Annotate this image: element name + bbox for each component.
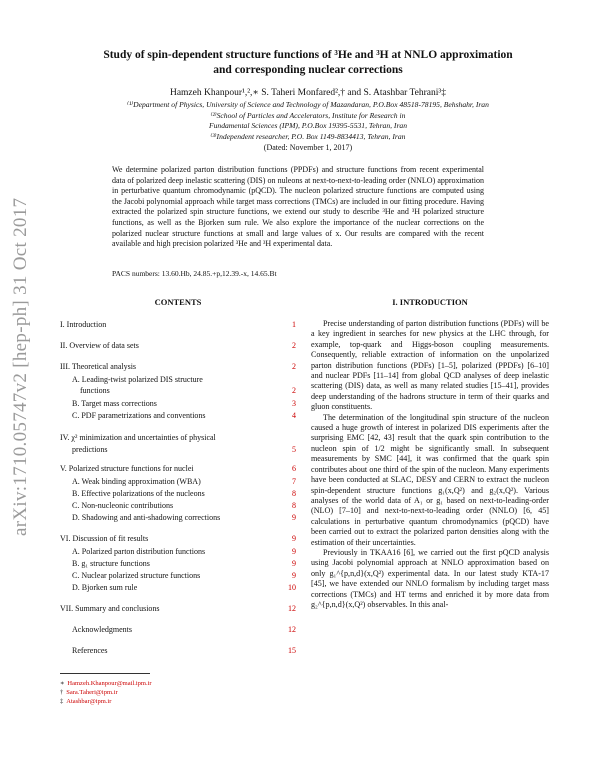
toc-entry-label: VI. Discussion of fit results [60,534,149,543]
toc-entry-page[interactable]: 4 [292,411,296,420]
footnote-1[interactable] [60,680,300,689]
footnote-email: Atashbar@ipm.ir [66,697,112,705]
toc-entry-page[interactable]: 15 [288,646,296,655]
toc-entry-label: VII. Summary and conclusions [60,604,160,613]
table-of-contents [60,297,296,655]
toc-entry-page[interactable]: 2 [292,341,296,350]
toc-entry-label: I. Introduction [60,320,107,329]
toc-entry-label: C. PDF parametrizations and conventions [72,411,206,420]
toc-entry-label: IV. χ² minimization and uncertainties of physical [60,433,216,442]
abstract: We determine polarized parton distribution functions (PPDFs) and structure functions from recent experimental data of polarized deep inelastic scattering (DIS) on nuleons at next-to-next-to-leading order (NNLO) approximation in perturbative quantum chromodynamic (pQCD). The nucleon polarized structure functions are computed using the Jacobi polynomial approach while target mass corrections (TMCs) are included in our fitting procedure. Having extracted the polarized spin structure functions, we extend our study to describe ³He and ³H polarized structure functions, as well as the Bjorken sum rule. We also explore the importance of the nuclear corrections on the polarized nuclear structure functions at small and large values of x. Our results are compared with the recent available and high precision polarized ³He and ³H experimental data. [112,165,484,249]
toc-entry-label: III. Theoretical analysis [60,362,137,371]
footnote-symbol: ∗ [60,680,65,687]
toc-entry-page[interactable]: 3 [292,399,296,408]
footnote-3[interactable] [60,698,300,707]
title-line-1: Study of spin-dependent structure functions of ³He and ³H at NNLO approximation [103,49,513,61]
toc-entry-page[interactable]: 5 [292,445,296,454]
toc-entry-label: C. Nuclear polarized structure functions [72,571,201,580]
toc-entry-label: A. Weak binding approximation (WBA) [72,477,201,486]
toc-entry-page[interactable]: 12 [288,625,296,634]
date-line: (Dated: November 1, 2017) [263,143,353,152]
author-list: Hamzeh Khanpour¹,²,∗ S. Taheri Monfared²,† and S. Atashbar Tehrani³‡ [169,88,447,98]
intro-heading: I. INTRODUCTION [392,297,468,307]
toc-entry-label: predictions [72,445,108,454]
footnote-rule [60,673,150,674]
toc-entry-page[interactable]: 2 [292,362,296,371]
toc-entry-page[interactable]: 1 [292,320,296,329]
toc-entry-page[interactable]: 9 [292,534,296,543]
footnote-2[interactable] [60,689,300,698]
arxiv-identifier: arXiv:1710.05747v2 [hep-ph] 31 Oct 2017 [10,197,31,536]
toc-entry-page[interactable]: 12 [288,604,296,613]
title-line-2: and corresponding nuclear corrections [213,64,403,76]
toc-entry-label: V. Polarized structure functions for nuclei [60,464,194,473]
toc-entry-page[interactable]: 9 [292,571,296,580]
toc-entry-label: A. Polarized parton distribution functions [72,547,206,556]
footnote-symbol: ‡ [60,697,64,705]
toc-entry-page[interactable]: 9 [292,547,296,556]
affiliation-3: ⁽³⁾Independent researcher, P.O. Box 1149-8834413, Tehran, Iran [210,132,406,141]
toc-entry-page[interactable]: 9 [292,559,296,568]
toc-entry-label: C. Non-nucleonic contributions [72,501,174,510]
toc-entry-page[interactable]: 8 [292,501,296,510]
toc-entry-label: A. Leading-twist polarized DIS structure [72,375,203,384]
toc-entry-label: Acknowledgments [72,625,132,634]
intro-paragraph-1: Precise understanding of parton distribution functions (PDFs) will be a key ingredient in searches for new physics at the LHC through, for example, top-quark and Higgs-boson coupling measurements. Consequently, reliable extraction of information on the unpolarized parton distribution functions (PDFs) [1–5], polarized (PPDFs) [6–10] and nuclear PDFs [11–14] from global QCD analyses of deep inelastic scattering (DIS) data, as well as many related studies [15–41], provides deep understanding of the hadrons structure in term of their quarks and gluon constituents. [311,319,549,412]
toc-entry-label: D. Shadowing and anti-shadowing corrections [72,513,221,522]
paper-title [58,48,558,78]
intro-paragraph-3: Previously in TKAA16 [6], we carried out the first pQCD analysis using Jacobi polynomial approach at NNLO approximation based on only g₁^{p,n,d}(x,Q²) experimental data. In our latest study KTA-17 [45], we have extended our NNLO formalism by including target mass corrections (TMCs) and HT terms and enriched it by more data from g₂^{p,n,d}(x,Q²) observables. In this anal- [311,547,549,609]
affiliation-1: ⁽¹⁾Department of Physics, University of Science and Technology of Mazandaran, P.O.Box 48518-78195, Behshahr, Iran [127,100,489,109]
footnote-email: Hamzeh.Khanpour@mail.ipm.ir [67,680,152,687]
footnote-email: Sara.Taheri@ipm.ir [66,688,118,696]
pacs-numbers: PACS numbers: 13.60.Hb, 24.85.+p,12.39.-x, 14.65.Bt [112,269,277,278]
affiliation-2: ⁽²⁾School of Particles and Accelerators, Institute for Research in [210,111,406,120]
toc-entry-label: D. Bjorken sum rule [72,583,138,592]
intro-paragraph-2: The determination of the longitudinal spin structure of the nucleon caused a huge growth of interest in polarized DIS experiments after the surprising EMC [42, 43] result that the quark spin contribution to the nucleon spin of 1/2 might be significantly small. In subsequent measurements by SMC [44], it was confirmed that the quark spin contributes about one third of the spin of the nucleon. Many experiments have been conducted at SLAC, DESY and CERN to extract the nucleon spin-dependent structure functions g₁(x,Q²) and g₂(x,Q²). Various analyses of the world data of A₁ or g₁ based on next-to-leading-order (NLO) [7–10] and next-to-next-to-leading order (NNLO) [6, 45] calculations in perturbative quantum chromodynamics (pQCD) have been carried out to extract the polarized parton densities along with the estimation of their uncertainties. [311,412,549,547]
toc-entry-page[interactable]: 6 [292,464,296,473]
contents-heading: CONTENTS [154,297,202,307]
toc-entry-label: B. Effective polarizations of the nucleons [72,489,205,498]
toc-entry-page[interactable]: 8 [292,489,296,498]
toc-entry-label: functions [80,386,110,395]
toc-entry-page[interactable]: 9 [292,513,296,522]
toc-entry-page[interactable]: 7 [292,477,296,486]
footnote-symbol: † [60,688,64,696]
toc-entry-label: II. Overview of data sets [60,341,139,350]
toc-entry-page[interactable]: 2 [292,386,296,395]
introduction-section [311,297,549,610]
footnotes [60,680,300,706]
toc-entry-label: References [72,646,108,655]
toc-entry-label: B. g₁ structure functions [72,559,150,568]
toc-entry-page[interactable]: 10 [288,583,296,592]
affiliation-2-cont: Fundamental Sciences (IPM), P.O.Box 19395-5531, Tehran, Iran [208,121,408,130]
toc-entry-label: B. Target mass corrections [72,399,157,408]
